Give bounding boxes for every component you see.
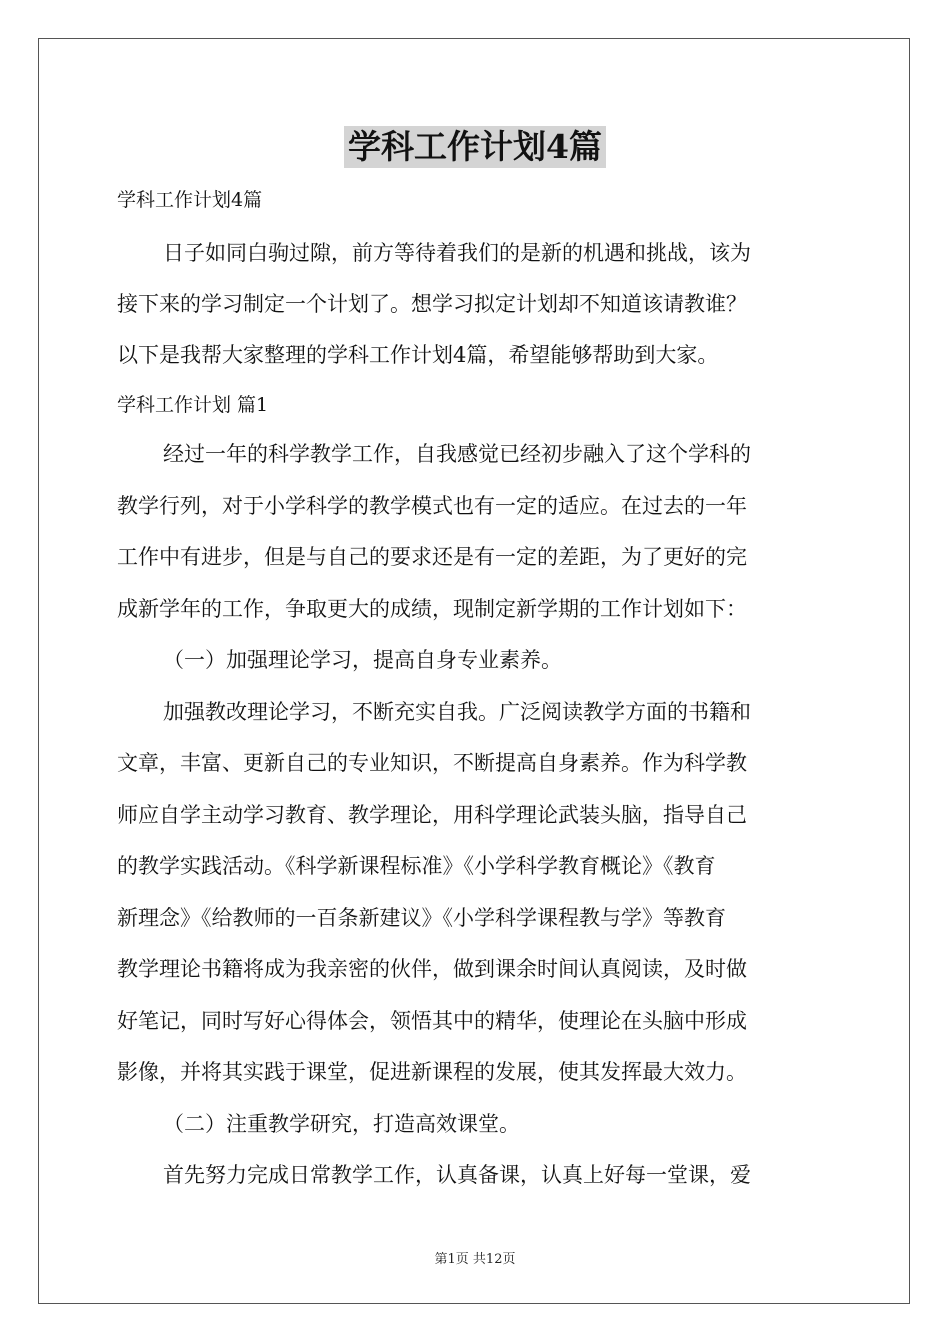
text-line: 工作中有进步，但是与自己的要求还是有一定的差距，为了更好的完: [117, 545, 747, 569]
document-title: 学科工作计划4篇: [344, 126, 606, 168]
document-body: [117, 180, 833, 1202]
text-line: 文章，丰富、更新自己的专业知识，不断提高自身素养。作为科学教: [117, 751, 747, 775]
text-line: 接下来的学习制定一个计划了。想学习拟定计划却不知道该请教谁？: [117, 292, 747, 316]
page-footer: 第1页 共12页: [434, 1252, 516, 1267]
point-heading: （二）注重教学研究，打造高效课堂。: [163, 1111, 520, 1136]
text-line: 教学理论书籍将成为我亲密的伙伴，做到课余时间认真阅读，及时做: [117, 957, 747, 981]
section1-paragraph: [117, 429, 833, 635]
section-heading: 学科工作计划 篇1: [117, 394, 269, 416]
document-subtitle: 学科工作计划4篇: [117, 189, 263, 211]
text-line: 加强教改理论学习，不断充实自我。广泛阅读教学方面的书籍和: [163, 699, 751, 724]
text-line: 的教学实践活动。《科学新课程标准》《小学科学教育概论》《教育: [117, 854, 716, 878]
point2-paragraph: [117, 1150, 833, 1202]
point-heading: （一）加强理论学习，提高自身专业素养。: [163, 648, 562, 672]
text-line: 日子如同白驹过隙，前方等待着我们的是新的机遇和挑战，该为: [163, 241, 751, 265]
text-line: 以下是我帮大家整理的学科工作计划4篇，希望能够帮助到大家。: [117, 343, 719, 367]
text-line: 师应自学主动学习教育、教学理论，用科学理论武装头脑，指导自己: [117, 802, 747, 827]
title-wrap: [0, 126, 950, 168]
text-line: 教学行列，对于小学科学的教学模式也有一定的适应。在过去的一年: [117, 493, 747, 518]
text-line: 影像，并将其实践于课堂，促进新课程的发展，使其发挥最大效力。: [117, 1060, 747, 1084]
text-line: 经过一年的科学教学工作，自我感觉已经初步融入了这个学科的: [163, 442, 751, 466]
intro-paragraph: [117, 228, 833, 381]
text-line: 首先努力完成日常教学工作，认真备课，认真上好每一堂课，爱: [163, 1163, 751, 1187]
point1-paragraph: [117, 687, 833, 1099]
text-line: 成新学年的工作，争取更大的成绩，现制定新学期的工作计划如下：: [117, 596, 747, 621]
text-line: 新理念》《给教师的一百条新建议》《小学科学课程教与学》等教育: [117, 905, 726, 930]
text-line: 好笔记，同时写好心得体会，领悟其中的精华，使理论在头脑中形成: [117, 1008, 747, 1033]
